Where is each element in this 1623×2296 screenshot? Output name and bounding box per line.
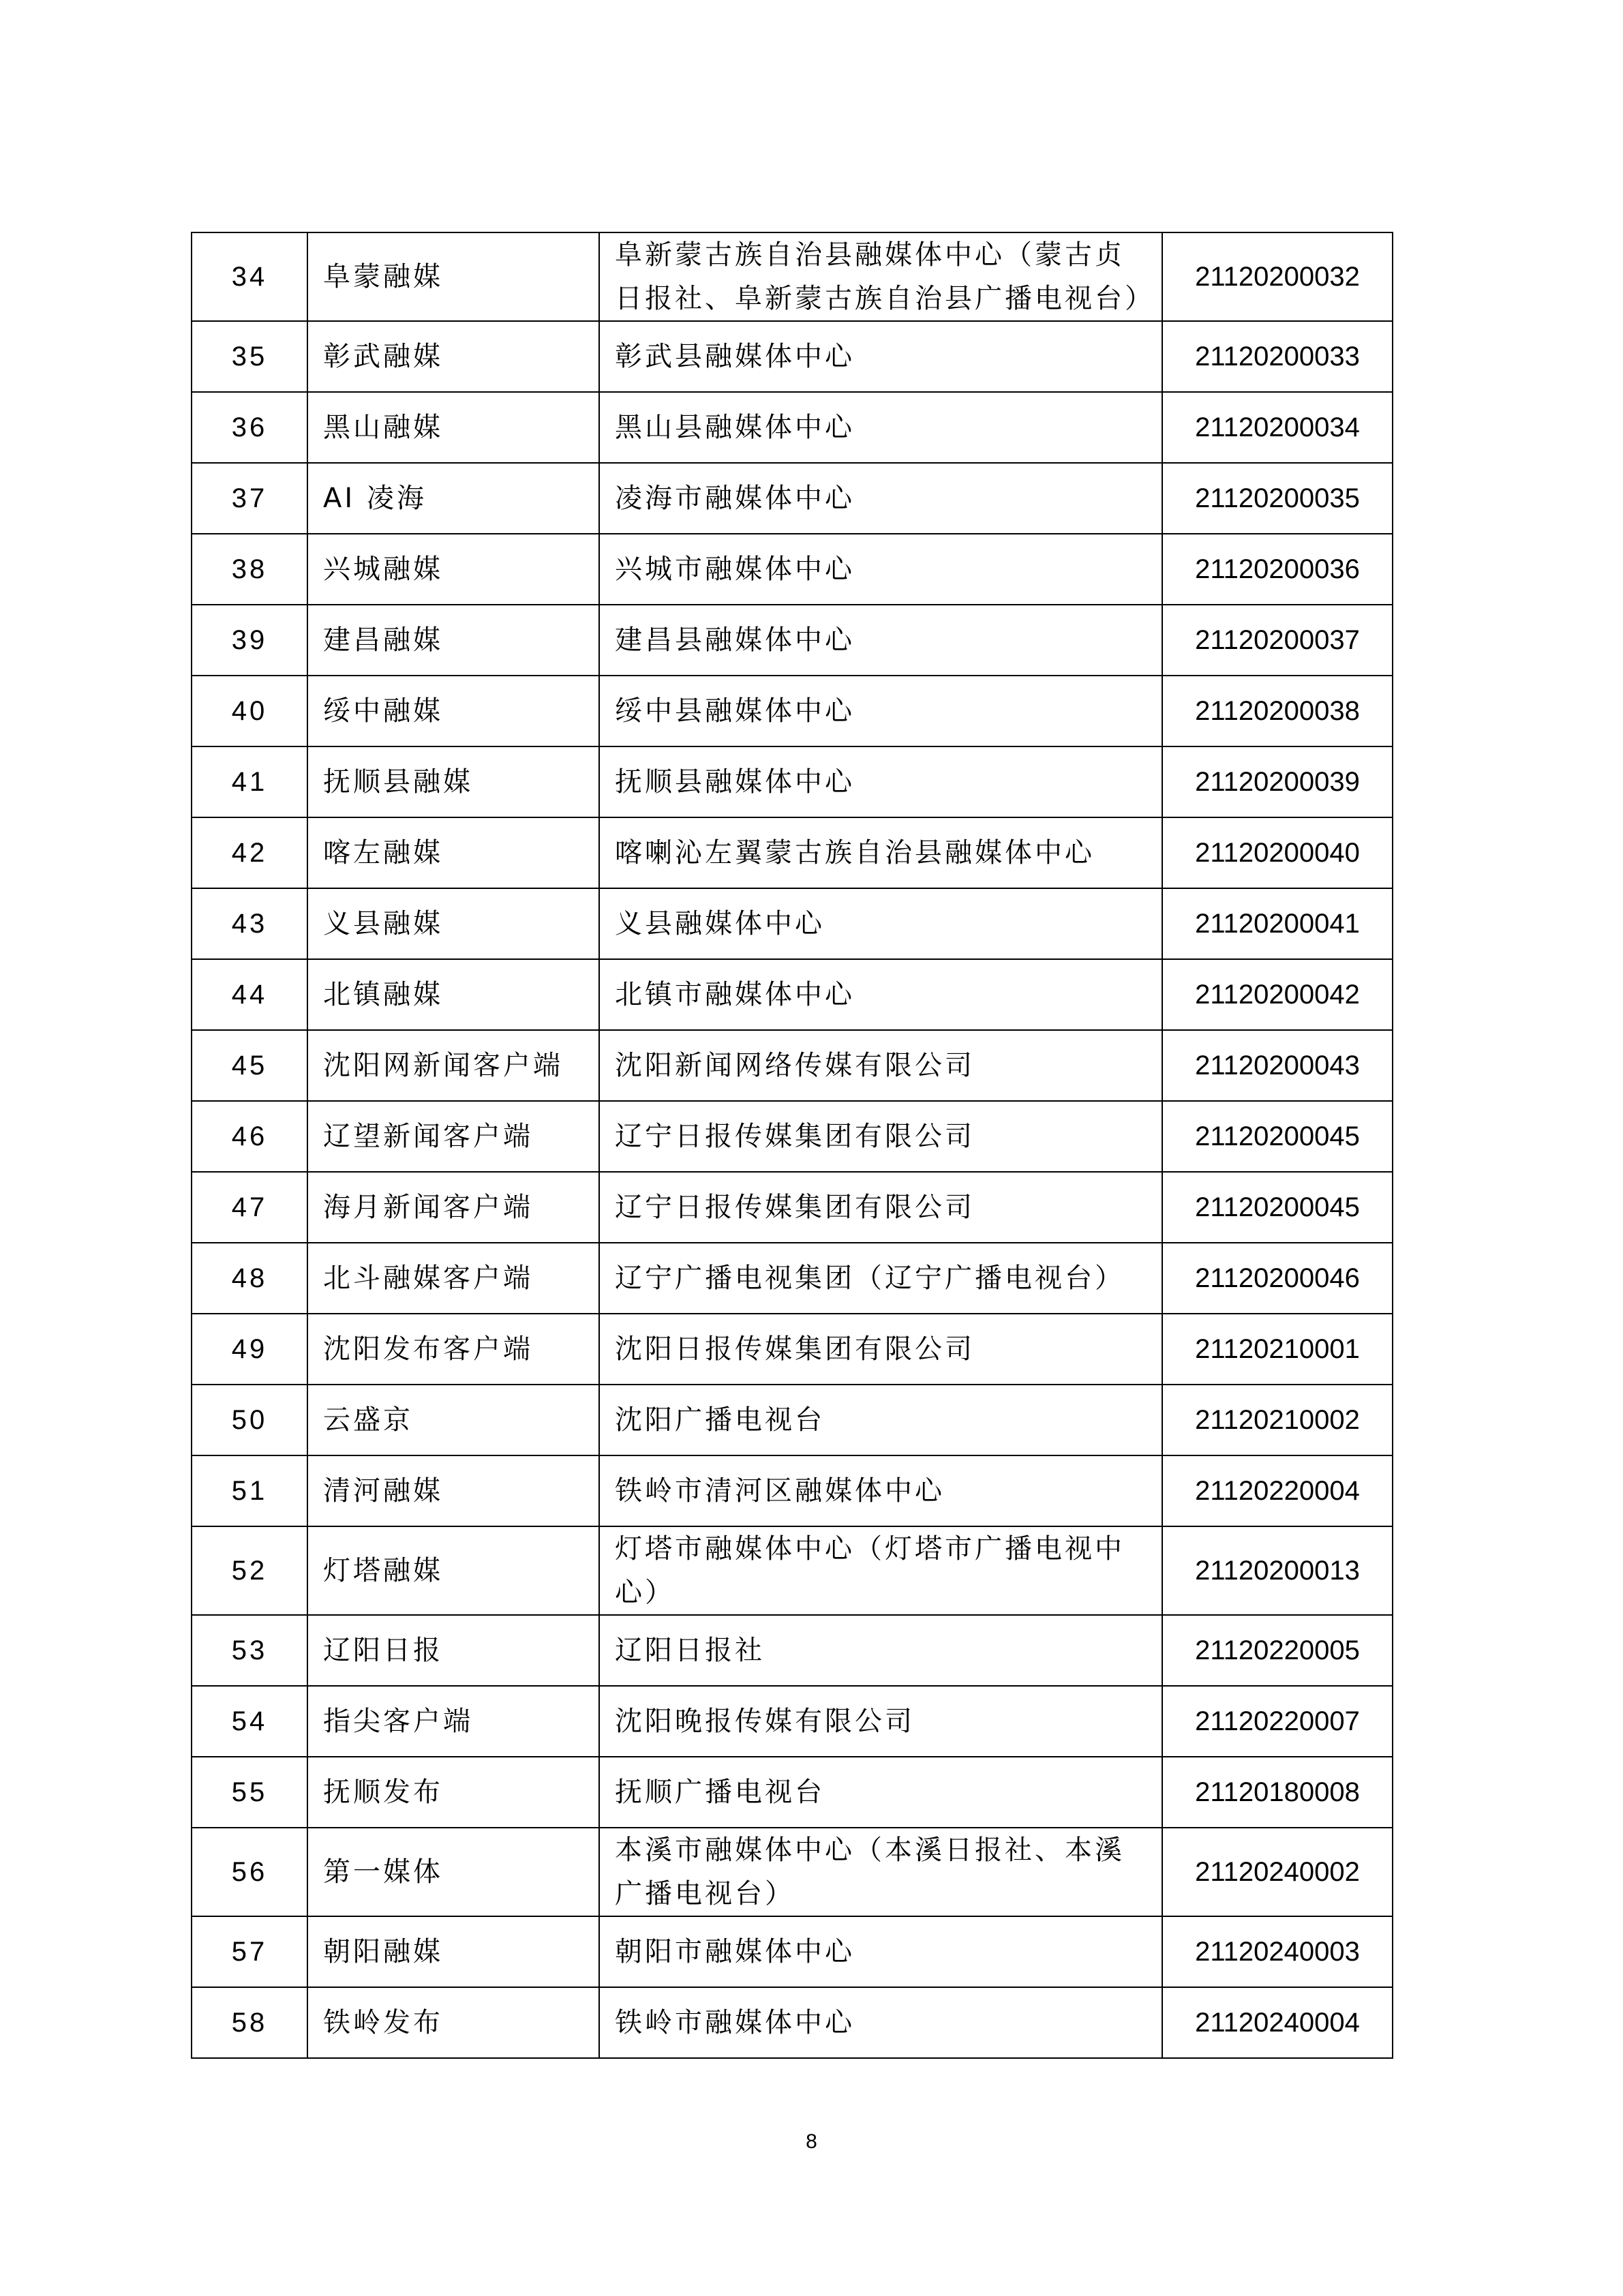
table-row [192, 959, 1393, 1030]
row-number: 56 [192, 1828, 307, 1916]
organization: 辽宁广播电视集团（辽宁广播电视台） [599, 1243, 1162, 1314]
app-name: 指尖客户端 [307, 1686, 599, 1757]
license-code: 21120180008 [1162, 1757, 1393, 1828]
row-number: 45 [192, 1030, 307, 1101]
organization: 阜新蒙古族自治县融媒体中心（蒙古贞日报社、阜新蒙古族自治县广播电视台） [599, 232, 1162, 321]
license-code: 21120220004 [1162, 1455, 1393, 1526]
license-code: 21120220005 [1162, 1615, 1393, 1686]
row-number: 51 [192, 1455, 307, 1526]
app-name: 建昌融媒 [307, 605, 599, 676]
organization: 沈阳晚报传媒有限公司 [599, 1686, 1162, 1757]
app-name: 沈阳网新闻客户端 [307, 1030, 599, 1101]
row-number: 50 [192, 1385, 307, 1455]
table-row [192, 392, 1393, 463]
row-number: 38 [192, 534, 307, 605]
organization: 凌海市融媒体中心 [599, 463, 1162, 534]
app-name: 北斗融媒客户端 [307, 1243, 599, 1314]
row-number: 42 [192, 817, 307, 888]
app-name: 朝阳融媒 [307, 1916, 599, 1987]
row-number: 58 [192, 1987, 307, 2058]
organization: 朝阳市融媒体中心 [599, 1916, 1162, 1987]
app-name: 辽阳日报 [307, 1615, 599, 1686]
app-name: 清河融媒 [307, 1455, 599, 1526]
app-name: 义县融媒 [307, 888, 599, 959]
license-code: 21120200046 [1162, 1243, 1393, 1314]
organization: 喀喇沁左翼蒙古族自治县融媒体中心 [599, 817, 1162, 888]
row-number: 52 [192, 1526, 307, 1615]
row-number: 53 [192, 1615, 307, 1686]
table-row [192, 1314, 1393, 1385]
row-number: 54 [192, 1686, 307, 1757]
row-number: 46 [192, 1101, 307, 1172]
license-code: 21120200033 [1162, 321, 1393, 392]
app-name: 喀左融媒 [307, 817, 599, 888]
organization: 本溪市融媒体中心（本溪日报社、本溪广播电视台） [599, 1828, 1162, 1916]
license-code: 21120210001 [1162, 1314, 1393, 1385]
app-name: 抚顺发布 [307, 1757, 599, 1828]
organization: 义县融媒体中心 [599, 888, 1162, 959]
row-number: 39 [192, 605, 307, 676]
table-row [192, 1455, 1393, 1526]
app-name: 抚顺县融媒 [307, 746, 599, 817]
row-number: 35 [192, 321, 307, 392]
license-code: 21120220007 [1162, 1686, 1393, 1757]
app-name: 云盛京 [307, 1385, 599, 1455]
organization: 彰武县融媒体中心 [599, 321, 1162, 392]
row-number: 49 [192, 1314, 307, 1385]
organization: 辽宁日报传媒集团有限公司 [599, 1101, 1162, 1172]
table-body [192, 232, 1393, 2058]
row-number: 55 [192, 1757, 307, 1828]
row-number: 48 [192, 1243, 307, 1314]
table-row [192, 1615, 1393, 1686]
app-name: 灯塔融媒 [307, 1526, 599, 1615]
table-row [192, 817, 1393, 888]
app-name: 第一媒体 [307, 1828, 599, 1916]
table-row [192, 534, 1393, 605]
media-registry-table [191, 232, 1393, 2059]
license-code: 21120200045 [1162, 1101, 1393, 1172]
organization: 灯塔市融媒体中心（灯塔市广播电视中心） [599, 1526, 1162, 1615]
table-row [192, 1385, 1393, 1455]
row-number: 41 [192, 746, 307, 817]
table-row [192, 1526, 1393, 1615]
license-code: 21120200037 [1162, 605, 1393, 676]
table-row [192, 1987, 1393, 2058]
row-number: 37 [192, 463, 307, 534]
table-row [192, 605, 1393, 676]
app-name: 海月新闻客户端 [307, 1172, 599, 1243]
app-name: 北镇融媒 [307, 959, 599, 1030]
app-name: 沈阳发布客户端 [307, 1314, 599, 1385]
license-code: 21120240004 [1162, 1987, 1393, 2058]
license-code: 21120200041 [1162, 888, 1393, 959]
organization: 沈阳日报传媒集团有限公司 [599, 1314, 1162, 1385]
license-code: 21120200042 [1162, 959, 1393, 1030]
app-name: 辽望新闻客户端 [307, 1101, 599, 1172]
table-row [192, 746, 1393, 817]
page-number: 8 [806, 2130, 817, 2153]
row-number: 40 [192, 676, 307, 746]
table-row [192, 888, 1393, 959]
organization: 抚顺广播电视台 [599, 1757, 1162, 1828]
row-number: 36 [192, 392, 307, 463]
license-code: 21120240002 [1162, 1828, 1393, 1916]
table-row [192, 1030, 1393, 1101]
app-name: 铁岭发布 [307, 1987, 599, 2058]
organization: 铁岭市融媒体中心 [599, 1987, 1162, 2058]
license-code: 21120200034 [1162, 392, 1393, 463]
license-code: 21120200043 [1162, 1030, 1393, 1101]
organization: 绥中县融媒体中心 [599, 676, 1162, 746]
app-name: 阜蒙融媒 [307, 232, 599, 321]
license-code: 21120200045 [1162, 1172, 1393, 1243]
table-row [192, 463, 1393, 534]
table-row [192, 1172, 1393, 1243]
app-name: 黑山融媒 [307, 392, 599, 463]
license-code: 21120200035 [1162, 463, 1393, 534]
license-code: 21120200039 [1162, 746, 1393, 817]
organization: 辽宁日报传媒集团有限公司 [599, 1172, 1162, 1243]
app-name: AI 凌海 [307, 463, 599, 534]
license-code: 21120200032 [1162, 232, 1393, 321]
license-code: 21120210002 [1162, 1385, 1393, 1455]
organization: 兴城市融媒体中心 [599, 534, 1162, 605]
organization: 抚顺县融媒体中心 [599, 746, 1162, 817]
organization: 铁岭市清河区融媒体中心 [599, 1455, 1162, 1526]
table-row [192, 1757, 1393, 1828]
app-name: 彰武融媒 [307, 321, 599, 392]
license-code: 21120200040 [1162, 817, 1393, 888]
app-name: 兴城融媒 [307, 534, 599, 605]
row-number: 47 [192, 1172, 307, 1243]
license-code: 21120200036 [1162, 534, 1393, 605]
row-number: 57 [192, 1916, 307, 1987]
table-row [192, 676, 1393, 746]
row-number: 44 [192, 959, 307, 1030]
organization: 辽阳日报社 [599, 1615, 1162, 1686]
organization: 沈阳广播电视台 [599, 1385, 1162, 1455]
organization: 黑山县融媒体中心 [599, 392, 1162, 463]
license-code: 21120200038 [1162, 676, 1393, 746]
table-row [192, 232, 1393, 321]
table-row [192, 1916, 1393, 1987]
license-code: 21120240003 [1162, 1916, 1393, 1987]
organization: 沈阳新闻网络传媒有限公司 [599, 1030, 1162, 1101]
organization: 建昌县融媒体中心 [599, 605, 1162, 676]
app-name: 绥中融媒 [307, 676, 599, 746]
table-row [192, 1243, 1393, 1314]
table-row [192, 321, 1393, 392]
table-row [192, 1686, 1393, 1757]
table-row [192, 1101, 1393, 1172]
table-row [192, 1828, 1393, 1916]
license-code: 21120200013 [1162, 1526, 1393, 1615]
row-number: 43 [192, 888, 307, 959]
organization: 北镇市融媒体中心 [599, 959, 1162, 1030]
row-number: 34 [192, 232, 307, 321]
